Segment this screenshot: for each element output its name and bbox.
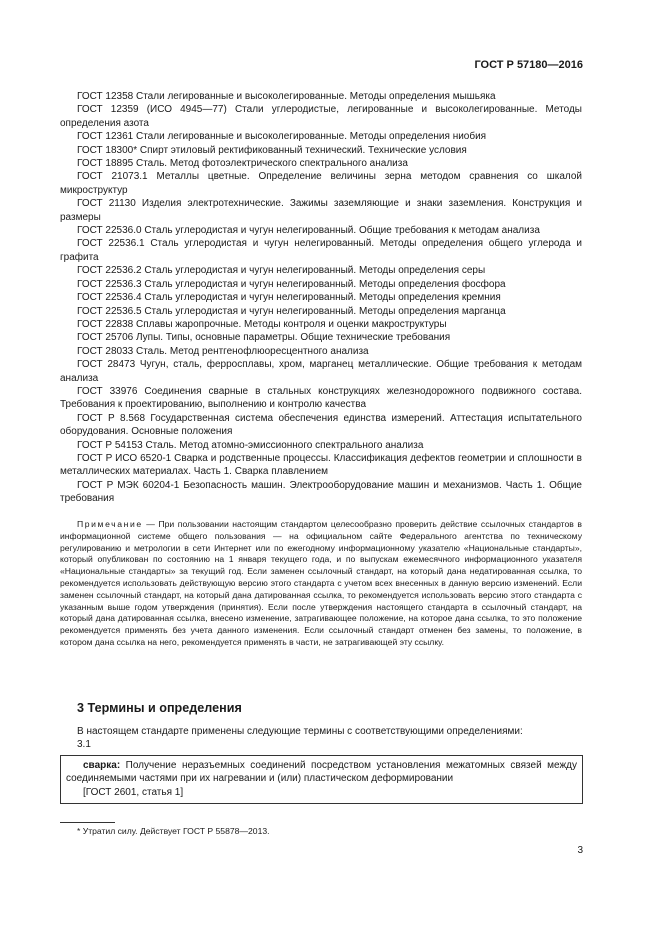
reference-item: ГОСТ 28473 Чугун, сталь, ферросплавы, хром, марганец металлические. Общие требования к методам анализа [60, 359, 582, 384]
reference-item: ГОСТ 22536.2 Сталь углеродистая и чугун нелегированный. Методы определения серы [77, 265, 486, 277]
footnote-divider [60, 822, 115, 823]
section-intro [60, 725, 582, 752]
reference-item: ГОСТ 33976 Соединения сварные в стальных конструкциях железнодорожного подвижного состава. Требования к проектированию, выполнению и контролю качества [60, 385, 582, 411]
term-definition-text: Получение неразъемных соединений посредством установления межатомных связей между соединяемыми частями при их нагревании и (или) пластическом деформировании [66, 760, 577, 785]
reference-item: ГОСТ 12361 Стали легированные и высоколегированные. Методы определения ниобия [77, 131, 487, 143]
reference-item: ГОСТ 22838 Сплавы жаропрочные. Методы контроля и оценки макроструктуры [77, 318, 447, 330]
reference-item: ГОСТ Р 54153 Сталь. Метод атомно-эмиссионного спектрального анализа [77, 439, 424, 451]
reference-item: ГОСТ Р 8.568 Государственная система обеспечения единства измерений. Аттестация испытательного оборудования. Основные положения [60, 412, 582, 438]
reference-item: ГОСТ 22536.5 Сталь углеродистая и чугун нелегированный. Методы определения марганца [77, 305, 506, 317]
reference-item: ГОСТ 28033 Сталь. Метод рентгенофлюоресцентного анализа [77, 345, 369, 357]
footnote: * Утратил силу. Действует ГОСТ Р 55878—2013. [77, 826, 270, 836]
note-text: — При пользовании настоящим стандартом целесообразно проверить действие ссылочных стандартов в информационной системе общего пользования — на официальном сайте Федерального агентства по техническому регулированию и метрологии в сети Интернет или по ежегодному информационному указателю «Национальные стандарты», который опубликован по состоянию на 1 января текущего года, и по выпускам ежемесячного информационного указателя «Национальные стандарты» за текущий год. Если заменен ссылочный стандарт, на который дана недатированная ссылка, то рекомендуется использовать действующую версию этого стандарта с учетом всех внесенных в данную версию изменений. Если заменен ссылочный стандарт, на который дана датированная ссылка, то рекомендуется использовать версию этого стандарта с указанным выше годом утверждения (принятия). Если после утверждения настоящего стандарта в ссылочный стандарт, на который дана датированная ссылка, внесено изменение, затрагивающее положение, на которое дана ссылка, то это положение рекомендуется применять без учета данного изменения. Если ссылочный стандарт отменен без замены, то положение, в котором дана ссылка на него, рекомендуется применять в части, не затрагивающей эту ссылку. [60, 519, 582, 647]
section-title: 3 Термины и определения [77, 701, 242, 715]
reference-item: ГОСТ 21073.1 Металлы цветные. Определение величины зерна методом сравнения со шкалой микроструктур [60, 171, 582, 196]
reference-item: ГОСТ 18895 Сталь. Метод фотоэлектрического спектрального анализа [77, 158, 408, 170]
reference-item: ГОСТ Р ИСО 6520-1 Сварка и родственные процессы. Классификация дефектов геометрии и сплошности в металлических материалах. Часть 1. Сварка плавлением [60, 452, 582, 478]
reference-item: ГОСТ 18300* Спирт этиловый ректификованный технический. Технические условия [77, 144, 467, 156]
normative-references-list [60, 90, 582, 506]
reference-item: ГОСТ 22536.3 Сталь углеродистая и чугун нелегированный. Методы определения фосфора [77, 278, 506, 290]
note-lead: Примечание [77, 519, 143, 529]
page-number: 3 [577, 845, 583, 856]
reference-item: ГОСТ Р МЭК 60204-1 Безопасность машин. Электрооборудование машин и механизмов. Часть 1. Общие требования [60, 479, 582, 505]
intro-text: В настоящем стандарте применены следующие термины с соответствующими определениями: [77, 726, 523, 737]
reference-item: ГОСТ 22536.0 Сталь углеродистая и чугун нелегированный. Общие требования к методам анализа [77, 225, 540, 237]
term-definition [66, 759, 577, 786]
note-paragraph [60, 519, 582, 649]
reference-item: ГОСТ 25706 Лупы. Типы, основные параметры. Общие технические требования [77, 332, 451, 344]
term-definition-box [60, 755, 583, 804]
term-name: сварка: [83, 760, 121, 771]
reference-item: ГОСТ 22536.4 Сталь углеродистая и чугун нелегированный. Методы определения кремния [77, 292, 501, 304]
reference-item: ГОСТ 22536.1 Сталь углеродистая и чугун нелегированный. Методы определения общего углерода и графита [60, 238, 582, 263]
clause-number: 3.1 [77, 739, 91, 751]
document-id: ГОСТ Р 57180—2016 [474, 59, 583, 71]
term-source: [ГОСТ 2601, статья 1] [83, 786, 184, 798]
reference-item: ГОСТ 12358 Стали легированные и высоколегированные. Методы определения мышьяка [77, 91, 496, 102]
reference-item: ГОСТ 12359 (ИСО 4945—77) Стали углеродистые, легированные и высоколегированные. Методы определения азота [60, 104, 582, 129]
reference-item: ГОСТ 21130 Изделия электротехнические. Зажимы заземляющие и знаки заземления. Конструкция и размеры [60, 198, 582, 223]
